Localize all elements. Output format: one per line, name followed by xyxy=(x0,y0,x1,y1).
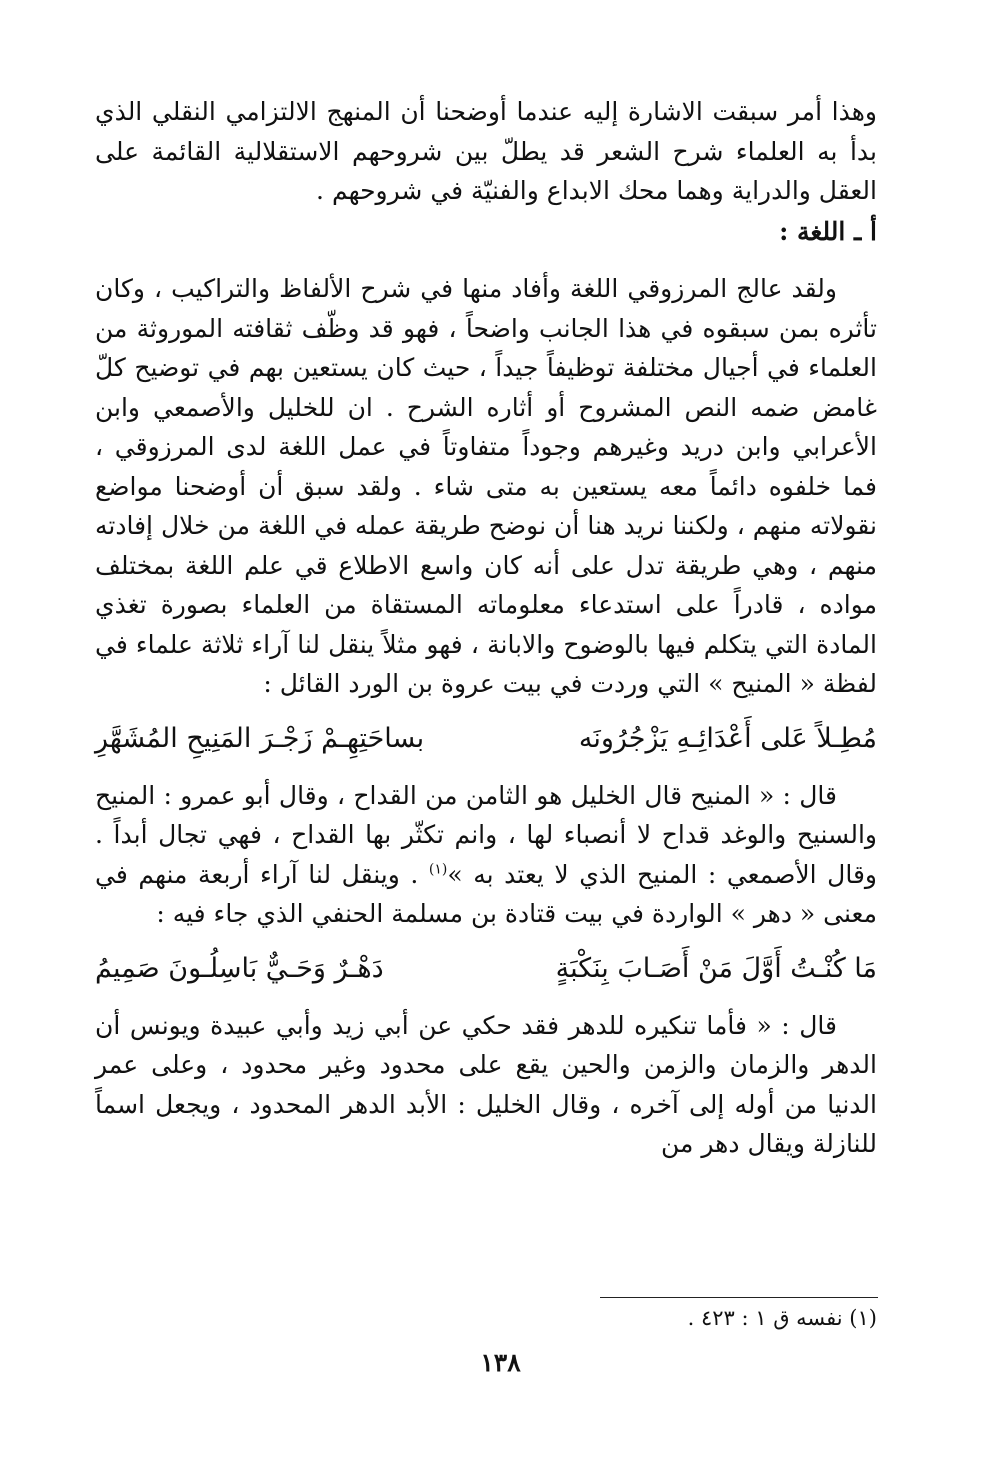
paragraph-1: ولقد عالج المرزوقي اللغة وأفاد منها في شرح الألفاظ والتراكيب ، وكان تأثره بمن سبقوه في هذا الجانب واضحاً ، فهو قد وظّف ثقافته الموروثة من العلماء في أجيال مختلفة توظيفاً جيداً ، حيث كان يستعين بهم في توضيح كلّ غامض ضمه النص المشروح أو أثاره الشرح . ان للخليل والأصمعي وابن الأعرابي وابن دريد وغيرهم وجوداً متفاوتاً في عمل اللغة لدى المرزوقي ، فما خلفوه دائماً معه يستعين به متى شاء . ولقد سبق أن أوضحنا مواضع نقولاته منهم ، ولكننا نريد هنا أن نوضح طريقة عمله في اللغة من خلال إفادته منهم ، وهي طريقة تدل على أنه كان واسع الاطلاع قي علم اللغة بمختلف مواده ، قادراً على استدعاء معلوماته المستقاة من العلماء بصورة تغذي المادة التي يتكلم فيها بالوضوح والابانة ، فهو مثلاً ينقل لنا آراء ثلاثة علماء في لفظة « المنيح » التي وردت في بيت عروة بن الورد القائل : xyxy=(95,274,877,698)
intro-line-2: العلماء شرح الشعر قد يطلّ بين شروحهم الاستقلالية القائمة على العقل والدراية xyxy=(95,136,877,205)
paragraph-2-tail: . وينقل لنا آراء أربعة منهم في معنى « دهر » الواردة في بيت قتادة بن مسلمة الحنفي الذي جاء فيه : xyxy=(95,859,877,928)
intro-line-1: وهذا أمر سبقت الاشارة إليه عندما أوضحنا أن المنهج الالتزامي النقلي الذي بدأ به xyxy=(95,97,877,166)
verse-2 xyxy=(95,948,877,990)
intro-line-3: وهما محك الابداع والفنيّة في شروحهم . xyxy=(316,176,724,205)
paragraph-2-text: قال : « المنيح قال الخليل هو الثامن من القداح ، وقال أبو عمرو : المنيح والسنيح والوغد قداح لا أنصباء لها ، وانم تكثّر بها القداح ، فهي تجال أبداً . وقال الأصمعي : المنيح الذي لا يعتد به » xyxy=(95,780,877,889)
footnote: (١) نفسه ق ١ : ٤٢٣ . xyxy=(687,1306,877,1330)
verse-1-second-half: بساحَتِهِـمْ زَجْـرَ المَنِيحِ المُشَهَّرِ xyxy=(95,722,425,754)
intro-paragraph xyxy=(95,92,877,211)
page-number: ١٣٨ xyxy=(480,1348,521,1377)
footnote-marker: (١) xyxy=(428,861,448,878)
paragraph-2 xyxy=(95,776,877,934)
verse-1-first-half: مُطِـلاً عَلى أَعْدَائِـهِ يَزْجُرُونَه xyxy=(578,722,877,754)
main-text xyxy=(95,92,877,1164)
section-heading: أ ـ اللغة : xyxy=(779,216,877,246)
footnote-divider xyxy=(600,1297,878,1298)
verse-1 xyxy=(95,718,877,760)
verse-2-second-half: دَهْـرٌ وَحَـيٌّ بَاسِلُـونَ صَمِيمُ xyxy=(95,952,384,984)
paragraph-3: قال : « فأما تنكيره للدهر فقد حكي عن أبي زيد وأبي عبيدة ويونس أن الدهر والزمان والزمن والحين يقع على محدود وغير محدود ، وعلى عمر الدنيا من أوله إلى آخره ، وقال الخليل : الأبد الدهر المحدود ، ويجعل اسماً للنازلة ويقال دهر من xyxy=(95,1010,877,1158)
verse-2-first-half: مَا كُنْـتُ أَوَّلَ مَنْ أَصَـابَ بِنَكْبَةٍ xyxy=(555,952,877,984)
